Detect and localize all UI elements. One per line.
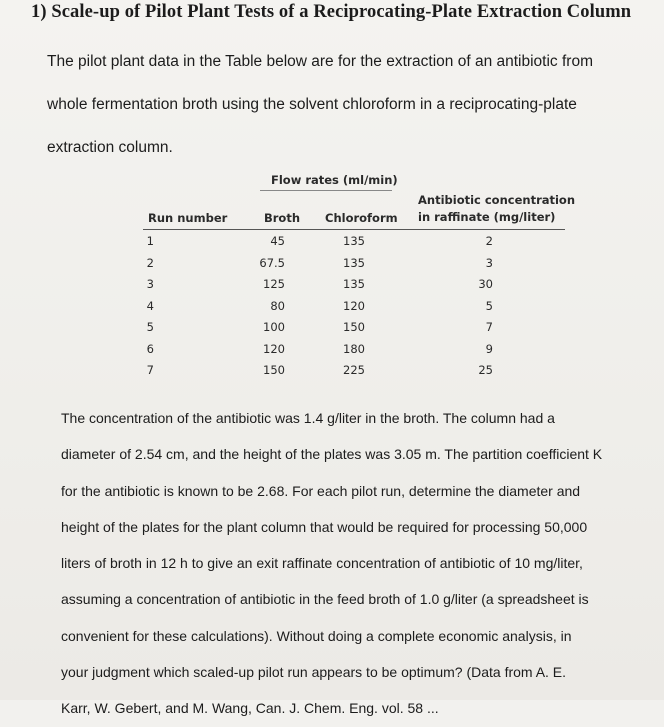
chloroform-flow-cell: 135 [343, 234, 365, 248]
body-line: for the antibiotic is known to be 2.68. For each pilot run, determine the diameter and [61, 482, 581, 499]
chloroform-header: Chloroform [325, 211, 398, 225]
broth-flow-cell: 100 [263, 320, 285, 334]
broth-header: Broth [264, 211, 301, 225]
antibiotic-header-line2: in raffinate (mg/liter) [418, 210, 556, 224]
intro-paragraph [47, 40, 647, 169]
problem-paragraph [61, 400, 651, 727]
group-header-rule [260, 190, 392, 191]
flow-rates-group-header: Flow rates (ml/min) [271, 173, 398, 187]
run-number-cell: 7 [146, 363, 154, 377]
chloroform-flow-cell: 225 [343, 363, 365, 377]
chloroform-flow-cell: 180 [343, 341, 365, 356]
broth-flow-cell: 80 [270, 298, 285, 313]
intro-line: whole fermentation broth using the solvent chloroform in a reciprocating-plate [47, 96, 577, 113]
raffinate-concentration-cell: 30 [478, 277, 493, 291]
body-line: liters of broth in 12 h to give an exit raffinate concentration of antibiotic of 10 mg/liter, [61, 555, 583, 572]
raffinate-concentration-cell: 7 [485, 320, 493, 334]
raffinate-concentration-cell: 5 [485, 298, 493, 313]
chloroform-flow-cell: 150 [343, 320, 365, 334]
intro-line: The pilot plant data in the Table below are for the extraction of an antibiotic from [47, 53, 593, 70]
raffinate-concentration-cell: 9 [485, 341, 493, 356]
run-number-cell: 6 [146, 341, 154, 356]
raffinate-concentration-cell: 2 [485, 234, 493, 248]
run-number-cell: 4 [146, 298, 154, 313]
run-number-cell: 2 [146, 255, 154, 270]
broth-flow-cell: 45 [270, 234, 285, 248]
body-line: diameter of 2.54 cm, and the height of the plates was 3.05 m. The partition coefficient K [61, 446, 603, 463]
header-rule [143, 229, 565, 230]
body-line: convenient for these calculations). Without doing a complete economic analysis, in [61, 627, 572, 644]
body-line: The concentration of the antibiotic was 1.4 g/liter in the broth. The column had a [61, 410, 555, 426]
run-number-header: Run number [148, 211, 228, 225]
chloroform-flow-cell: 135 [343, 255, 365, 270]
chloroform-flow-cell: 120 [343, 298, 365, 313]
body-line: assuming a concentration of antibiotic in the feed broth of 1.0 g/liter (a spreadsheet is [61, 591, 589, 608]
antibiotic-header-line1: Antibiotic concentration [418, 193, 576, 207]
run-number-cell: 1 [146, 234, 154, 248]
raffinate-concentration-cell: 3 [485, 255, 493, 270]
body-line: height of the plates for the plant column that would be required for processing 50,000 [61, 518, 588, 535]
raffinate-concentration-cell: 25 [478, 363, 493, 377]
broth-flow-cell: 120 [263, 341, 285, 356]
body-line: your judgment which scaled-up pilot run appears to be optimum? (Data from A. E. [61, 664, 567, 681]
intro-line: extraction column. [47, 139, 173, 156]
run-number-cell: 3 [146, 277, 154, 291]
run-number-cell: 5 [146, 320, 154, 334]
pilot-data-table [138, 168, 578, 383]
chloroform-flow-cell: 135 [343, 277, 365, 291]
problem-title: 1) Scale-up of Pilot Plant Tests of a Reciprocating-Plate Extraction Column [31, 2, 632, 22]
broth-flow-cell: 125 [263, 277, 285, 291]
broth-flow-cell: 150 [263, 363, 285, 377]
broth-flow-cell: 67.5 [259, 255, 285, 270]
body-line: Karr, W. Gebert, and M. Wang, Can. J. Chem. Eng. vol. 58 ... [61, 700, 439, 717]
